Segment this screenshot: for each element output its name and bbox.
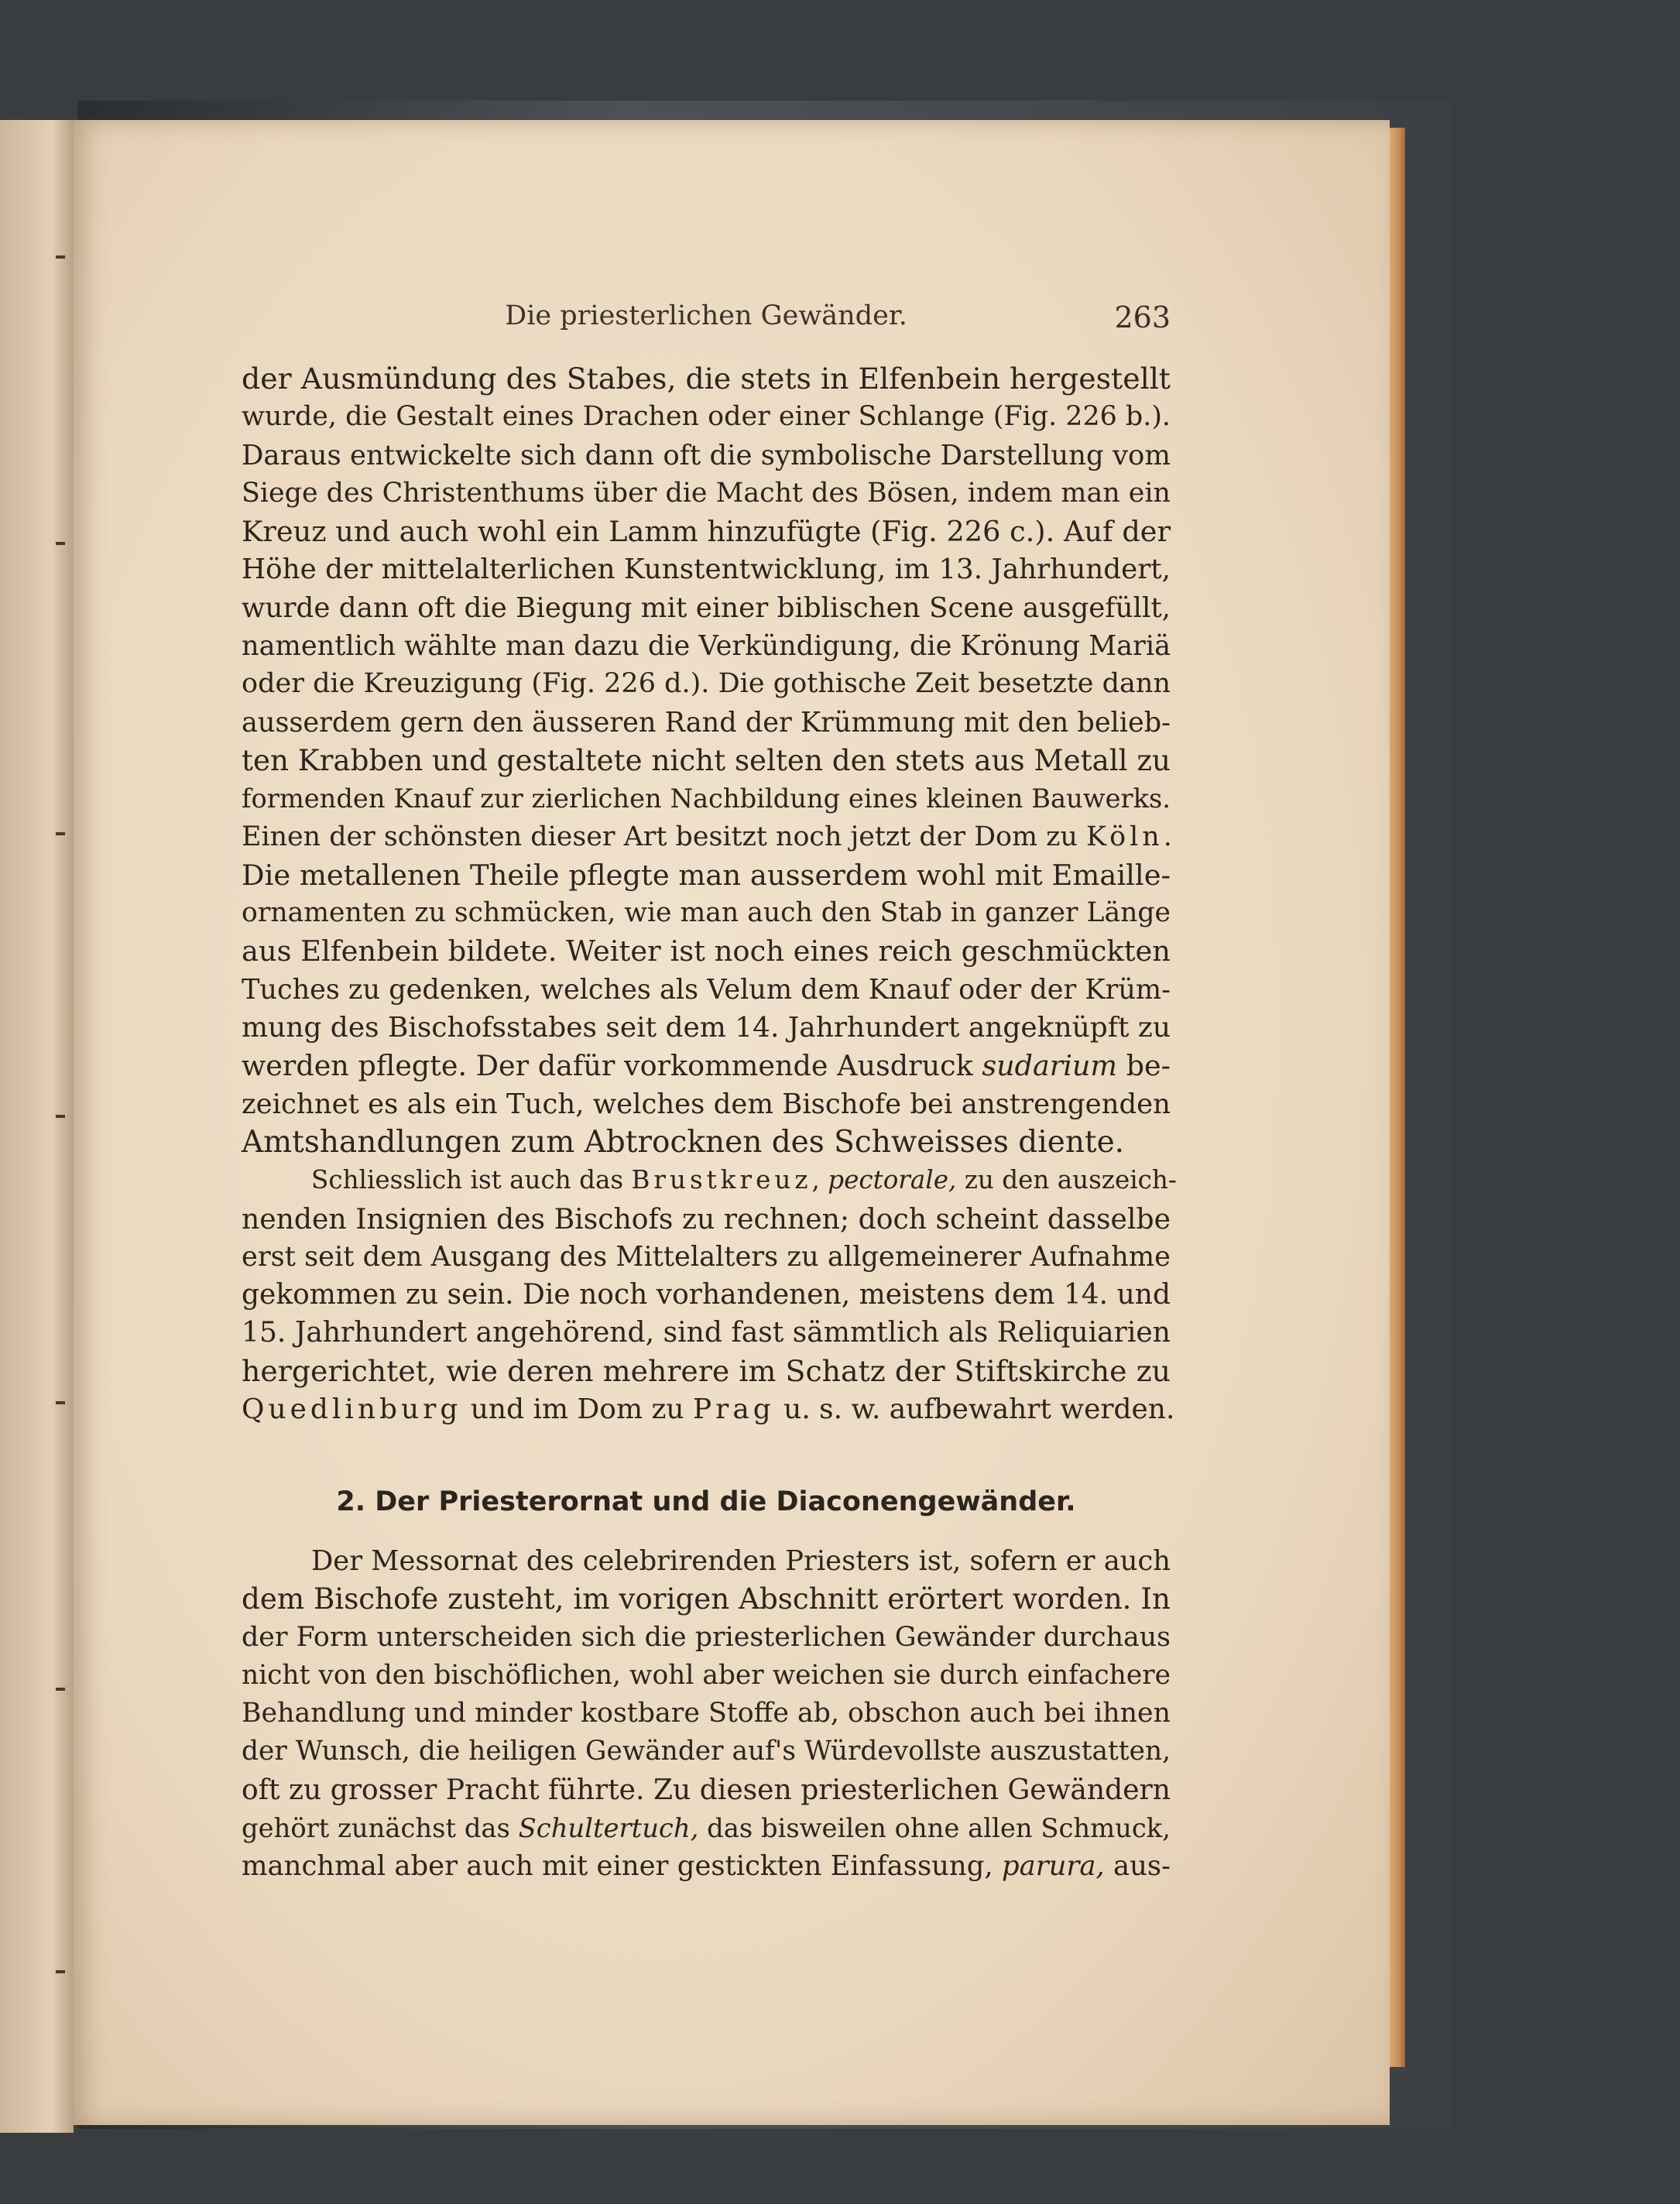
text-block-lower bbox=[242, 1542, 1171, 1886]
text-line: Tuches zu gedenken, welches als Velum dem Knauf oder der Krüm- bbox=[242, 973, 1171, 1006]
text-line-koeln bbox=[242, 818, 1171, 856]
text-line-brustkreuz bbox=[242, 1161, 1177, 1199]
section-heading: 2. Der Priesterornat und die Diaconengewänder. bbox=[336, 1486, 1076, 1517]
text-run: gehört zunächst das bbox=[242, 1813, 519, 1844]
italic-term-parura: parura, bbox=[1001, 1850, 1105, 1883]
binding-stitch bbox=[56, 1401, 65, 1404]
text-line: 15. Jahrhundert angehörend, sind fast sämmtlich als Reliquiarien bbox=[242, 1316, 1171, 1349]
text-line: oft zu grosser Pracht führte. Zu diesen priesterlichen Gewändern bbox=[242, 1773, 1171, 1806]
text-line: ornamenten zu schmücken, wie man auch den Stab in ganzer Länge bbox=[242, 897, 1171, 929]
text-line: Siege des Christenthums über die Macht des Bösen, indem man ein bbox=[242, 477, 1171, 509]
binding-stitch bbox=[56, 255, 65, 259]
text-run: zu den auszeich- bbox=[956, 1165, 1177, 1195]
text-line: ten Krabben und gestaltete nicht selten den stets aus Metall zu bbox=[242, 742, 1171, 777]
spaced-term-prag: Prag bbox=[692, 1393, 775, 1426]
text-line: oder die Kreuzigung (Fig. 226 d.). Die gothische Zeit besetzte dann bbox=[242, 668, 1171, 700]
binding-stitch bbox=[56, 1115, 65, 1118]
text-line: Der Messornat des celebrirenden Priesters ist, sofern er auch bbox=[311, 1545, 1171, 1577]
left-page-edge bbox=[0, 120, 74, 2133]
text-run: be- bbox=[1117, 1049, 1171, 1083]
text-line: namentlich wählte man dazu die Verkündigung, die Krönung Mariä bbox=[242, 630, 1171, 663]
text-line: gekommen zu sein. Die noch vorhandenen, meistens dem 14. und bbox=[242, 1279, 1171, 1311]
text-line: der Wunsch, die heiligen Gewänder auf's Würdevollste auszustatten, bbox=[242, 1736, 1171, 1767]
binding-stitch bbox=[56, 1688, 65, 1691]
text-run: . bbox=[1163, 821, 1172, 852]
text-line: Die metallenen Theile pflegte man ausserdem wohl mit Emaille- bbox=[242, 858, 1171, 892]
text-line: Kreuz und auch wohl ein Lamm hinzufügte (Fig. 226 c.). Auf der bbox=[242, 515, 1171, 549]
binding-stitch bbox=[56, 1970, 65, 1973]
text-line: formenden Knauf zur zierlichen Nachbildung eines kleinen Bauwerks. bbox=[242, 783, 1171, 814]
text-run: aus- bbox=[1104, 1850, 1171, 1883]
text-line: nenden Insignien des Bischofs zu rechnen; doch scheint dasselbe bbox=[242, 1201, 1171, 1236]
text-run: u. s. w. aufbewahrt werden. bbox=[774, 1393, 1175, 1426]
text-run: und im Dom zu bbox=[461, 1393, 693, 1426]
text-run: werden pflegte. Der dafür vorkommende Ausdruck bbox=[242, 1049, 982, 1083]
italic-term-schultertuch: Schultertuch, bbox=[518, 1813, 699, 1844]
text-line: ausserdem gern den äusseren Rand der Krümmung mit den belieb- bbox=[242, 706, 1171, 739]
spaced-term-koeln: Köln bbox=[1086, 821, 1164, 852]
text-line: zeichnet es als ein Tuch, welches dem Bischofe bei anstrengenden bbox=[242, 1088, 1171, 1120]
text-run: , bbox=[811, 1165, 828, 1195]
text-line: nicht von den bischöflichen, wohl aber weichen sie durch einfachere bbox=[242, 1659, 1171, 1691]
text-line: wurde, die Gestalt eines Drachen oder einer Schlange (Fig. 226 b.). bbox=[242, 401, 1171, 433]
text-line-quedlinburg bbox=[242, 1390, 1175, 1428]
text-line: mung des Bischofsstabes seit dem 14. Jahrhundert angeknüpft zu bbox=[242, 1012, 1171, 1044]
italic-term-pectorale: pectorale, bbox=[828, 1165, 957, 1195]
running-title: Die priesterlichen Gewänder. bbox=[505, 300, 907, 331]
text-line: der Ausmündung des Stabes, die stets in Elfenbein hergestellt bbox=[242, 362, 1171, 396]
text-run: Einen der schönsten dieser Art besitzt noch jetzt der Dom zu bbox=[242, 821, 1087, 852]
text-line: Daraus entwickelte sich dann oft die symbolische Darstellung vom bbox=[242, 439, 1171, 471]
text-line: hergerichtet, wie deren mehrere im Schatz der Stiftskirche zu bbox=[242, 1353, 1171, 1388]
text-run: das bisweilen ohne allen Schmuck, bbox=[698, 1813, 1171, 1844]
text-line: erst seit dem Ausgang des Mittelalters zu allgemeinerer Aufnahme bbox=[242, 1240, 1171, 1273]
text-line: wurde dann oft die Biegung mit einer biblischen Scene ausgefüllt, bbox=[242, 591, 1171, 624]
text-run: Schliesslich ist auch das bbox=[311, 1165, 632, 1195]
italic-term-sudarium: sudarium bbox=[982, 1049, 1118, 1083]
text-line: Höhe der mittelalterlichen Kunstentwicklung, im 13. Jahrhundert, bbox=[242, 554, 1171, 586]
text-line-schultertuch bbox=[242, 1809, 1171, 1847]
text-run: manchmal aber auch mit einer gestickten Einfassung, bbox=[242, 1850, 1002, 1883]
text-line: Amtshandlungen zum Abtrocknen des Schweisses diente. bbox=[242, 1124, 1125, 1160]
spaced-term-brustkreuz: Brustkreuz bbox=[631, 1165, 812, 1195]
binding-stitch bbox=[56, 542, 65, 545]
binding-stitch bbox=[56, 832, 65, 835]
page-header bbox=[242, 294, 1171, 348]
text-line: der Form unterscheiden sich die priesterlichen Gewänder durchaus bbox=[242, 1621, 1171, 1653]
text-line: Behandlung und minder kostbare Stoffe ab, obschon auch bei ihnen bbox=[242, 1698, 1171, 1729]
text-line: aus Elfenbein bildete. Weiter ist noch eines reich geschmückten bbox=[242, 934, 1171, 968]
text-block-upper bbox=[242, 360, 1177, 1428]
spaced-term-quedlinburg: Quedlinburg bbox=[242, 1393, 462, 1426]
text-line-sudarium bbox=[242, 1047, 1171, 1085]
text-line-parura bbox=[242, 1847, 1171, 1885]
text-line: dem Bischofe zusteht, im vorigen Abschnitt erörtert worden. In bbox=[242, 1582, 1171, 1616]
page-block-edge bbox=[1390, 128, 1405, 2067]
page-number: 263 bbox=[1114, 300, 1171, 334]
